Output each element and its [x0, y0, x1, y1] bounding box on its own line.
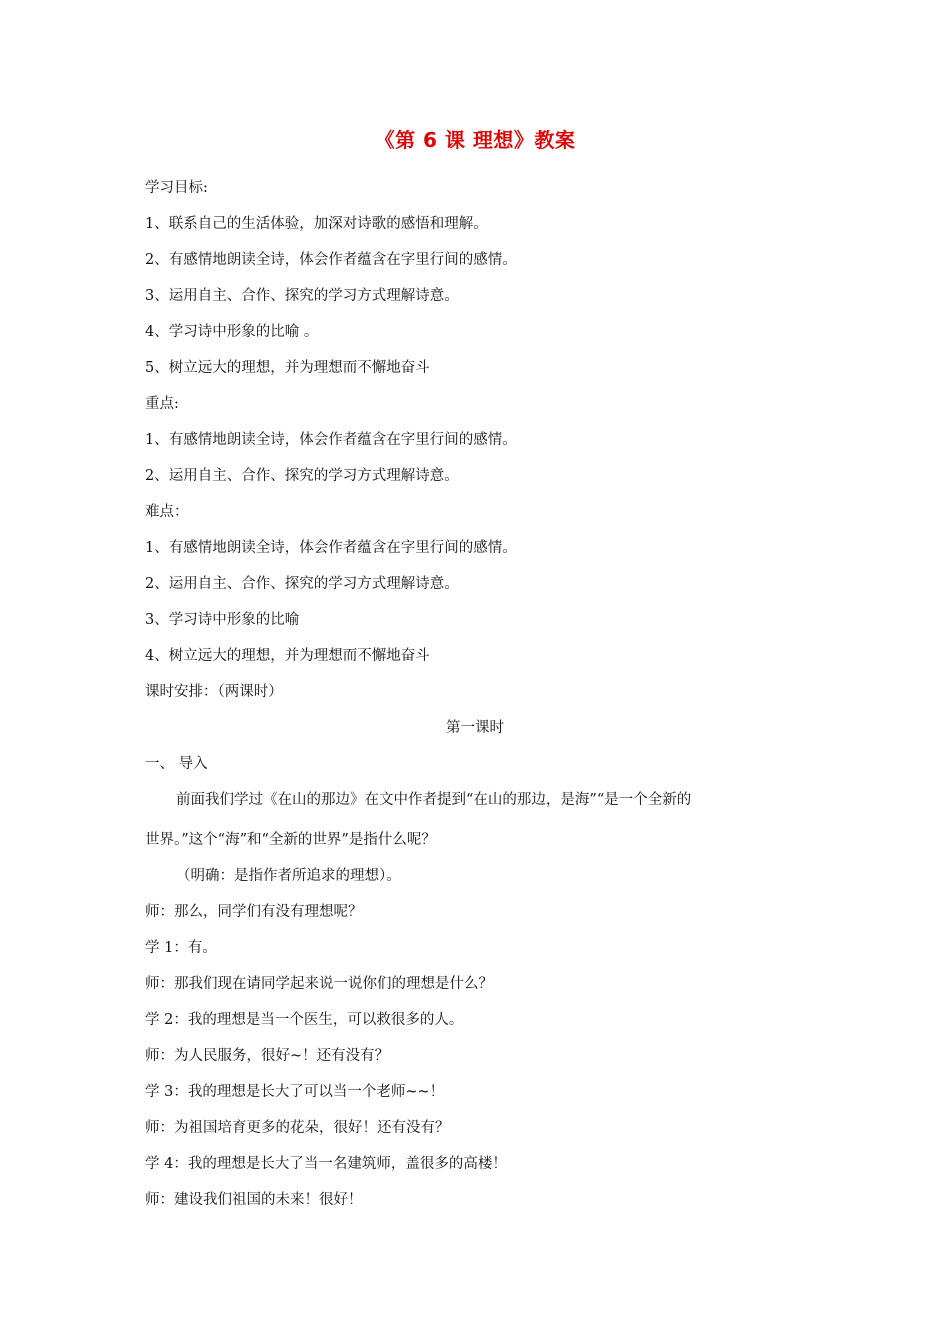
difficulties-heading: 难点： [145, 504, 189, 520]
intro-paragraph-line: 前面我们学过《在山的那边》在文中作者提到“在山的那边，是海”“是一个全新的 [176, 792, 692, 808]
difficulty-item: 2、运用自主、合作、探究的学习方式理解诗意。 [145, 576, 459, 592]
objective-item: 5、树立远大的理想，并为理想而不懈地奋斗 [145, 360, 430, 376]
difficulty-item: 4、树立远大的理想，并为理想而不懈地奋斗 [145, 648, 430, 664]
dialogue-line: 学 4：我的理想是长大了当一名建筑师，盖很多的高楼！ [145, 1156, 507, 1172]
objective-item: 1、联系自己的生活体验，加深对诗歌的感悟和理解。 [145, 216, 488, 232]
key-point-item: 2、运用自主、合作、探究的学习方式理解诗意。 [145, 468, 459, 484]
objective-item: 2、有感情地朗读全诗，体会作者蕴含在字里行间的感情。 [145, 252, 517, 268]
dialogue-line: 师：建设我们祖国的未来！很好！ [145, 1192, 363, 1208]
difficulty-item: 3、学习诗中形象的比喻 [145, 612, 300, 628]
intro-paragraph-line: 世界。”这个“海”和“全新的世界”是指什么呢？ [145, 832, 436, 848]
difficulty-item: 1、有感情地朗读全诗，体会作者蕴含在字里行间的感情。 [145, 540, 517, 556]
dialogue-line: 学 1：有。 [145, 940, 217, 956]
dialogue-line: 师：为人民服务，很好~！还有没有？ [145, 1048, 390, 1064]
dialogue-line: 学 2：我的理想是当一个医生，可以救很多的人。 [145, 1012, 464, 1028]
section-heading: 一、 导入 [145, 756, 208, 772]
dialogue-line: 学 3：我的理想是长大了可以当一个老师~~！ [145, 1084, 445, 1100]
objective-item: 4、学习诗中形象的比喻 。 [145, 324, 319, 340]
dialogue-line: 师：为祖国培育更多的花朵，很好！还有没有？ [145, 1120, 450, 1136]
key-point-item: 1、有感情地朗读全诗，体会作者蕴含在字里行间的感情。 [145, 432, 517, 448]
schedule: 课时安排：（两课时） [145, 684, 283, 700]
dialogue-line: 师：那么，同学们有没有理想呢？ [145, 904, 363, 920]
clarify-note: （明确：是指作者所追求的理想）。 [176, 868, 401, 884]
objectives-heading: 学习目标: [145, 180, 208, 196]
lesson-title: 第一课时 [446, 720, 504, 736]
document-title: 《第 6 课 理想》教案 [374, 128, 576, 152]
key-points-heading: 重点: [145, 396, 179, 412]
objective-item: 3、运用自主、合作、探究的学习方式理解诗意。 [145, 288, 459, 304]
dialogue-line: 师：那我们现在请同学起来说一说你们的理想是什么？ [145, 976, 493, 992]
